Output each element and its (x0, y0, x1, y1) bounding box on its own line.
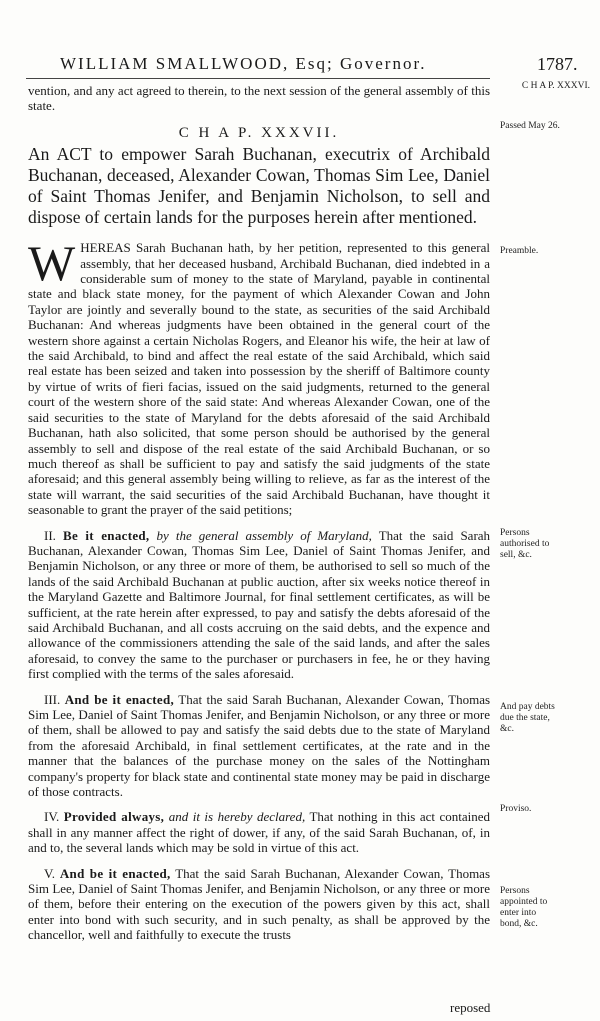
section-4-number: IV. (44, 809, 60, 825)
catchword: reposed (450, 1000, 491, 1015)
margin-note-chap-ref: C H A P. XXXVI. (521, 81, 590, 91)
section-3-enacting: And be it enacted, (64, 691, 175, 707)
section-5-body: That the said Sarah Buchanan, Alexander Cowan, Thomas Sim Lee, Daniel of Saint Thomas Jenifer, and Benjamin Nicholson, or any three or more of them, before their entering on the execution of the powers given by this act, shall enter into bond with such security, and in such penalty, as shall be approved by the chancellor, well and faithfully to execute the trusts (28, 865, 491, 943)
chapter-heading: C H A P. XXXVII. (178, 124, 340, 141)
carryover-paragraph: vention, and any act agreed to therein, to the next session of the general assembly of this state. (28, 83, 490, 114)
margin-note-section4: Proviso. (500, 804, 532, 814)
section-3 (28, 692, 490, 800)
running-head: WILLIAM SMALLWOOD, Esq; Governor. (60, 54, 427, 73)
margin-note-section3: And pay debts due the state, &c. (500, 702, 555, 734)
section-5-enacting: And be it enacted, (59, 865, 171, 881)
section-2-number: II. (44, 527, 56, 543)
section-5-number: V. (44, 865, 55, 881)
preamble-paragraph (28, 235, 490, 518)
margin-note-section2: Persons authorised to sell, &c. (500, 528, 550, 560)
margin-note-passed: Passed May 26. (500, 121, 560, 131)
page-number: 1787. (537, 54, 578, 74)
preamble-text: HEREAS Sarah Buchanan hath, by her petition, represented to this general assembly, that her deceased husband, Archibald Buchanan, died indebted in a considerable sum of money to the state of Maryland, payable in continental state and black state money, for the payment of which Alexander Cowan and John Taylor are jointly and severally bound to the state, as securities of the said Archibald Buchanan: And whereas judgments have been obtained in the general court of the western shore against a certain Nicholas Rogers, and Eleanor his wife, the heir at law of the said Archibald, to bind and affect the real estate of the said Archibald, which said real estate has been seized and taken into possession by the sheriff of Baltimore county by virtue of writs of fieri facias, issued on the said judgments, returned to the general court of the western shore of the said state: And whereas Alexander Cowan, one of the said securities to the state of Maryland for the debts aforesaid of the said Archibald Buchanan, hath also solicited, that some person should be authorised by the general assembly to sell and dispose of the real estate of the said Archibald Buchanan, or so much thereof as shall be sufficient to pay and satisfy the said judgments of the state aforesaid; and this general assembly being willing to relieve, as far as the interest of the state will warrant, the said securities of the said Archibald Buchanan, have thought it seasonable to grant the prayer of the said petitions; (28, 240, 490, 518)
section-3-body: That the said Sarah Buchanan, Alexander Cowan, Thomas Sim Lee, Daniel of Saint Thomas Jenifer, and Benjamin Nicholson, or any three or more of them, shall be allowed to pay and satisfy the said debts due to the state of Maryland from the aforesaid Archibald, in final settlement certificates, at the rate and in the manner that the balances of the purchase money on the sales of the Nottingham company's property for black state and continental state money may be paid in discharge of those contracts. (28, 691, 491, 800)
main-text-column (28, 83, 490, 943)
header-rule (26, 78, 490, 79)
section-4 (28, 809, 490, 855)
section-2 (28, 528, 490, 682)
margin-note-preamble: Preamble. (500, 246, 539, 256)
section-2-enacting: Be it enacted, (62, 527, 150, 543)
section-5 (28, 866, 490, 943)
section-2-enacting-italic: by the general assembly of Maryland, (156, 527, 372, 543)
section-4-body: That nothing in this act contained shall in any manner affect the right of dower, if any, of the said Sarah Buchanan, of, in and to, the several lands which may be sold in virtue of this act. (28, 809, 491, 856)
act-title: An ACT to empower Sarah Buchanan, executrix of Archibald Buchanan, deceased, Alexander Cowan, Thomas Sim Lee, Daniel of Saint Thomas Jenifer, and Benjamin Nicholson, to sell and dispose of certain lands for the purposes herein after mentioned. (28, 144, 490, 228)
section-3-number: III. (44, 691, 61, 707)
section-4-proviso: Provided always, (63, 809, 165, 825)
margin-note-section5: Persons appointed to enter into bond, &c. (500, 886, 548, 929)
section-4-proviso-italic: and it is hereby declared, (168, 809, 306, 825)
section-2-body: That the said Sarah Buchanan, Alexander Cowan, Thomas Sim Lee, Daniel of Saint Thomas Jenifer, and Benjamin Nicholson, or any three or more of them, be authorised to sell so much of the lands of the said Archibald Buchanan at public auction, after six weeks notice thereof in the Maryland Gazette and Baltimore Journal, for final settlement certificates, as will be sufficient, at the rate herein after expressed, to pay and satisfy the debts aforesaid of the said Archibald Buchanan, and all costs accruing on the said debts, and the expence and allowance of the commissioners attending the sale of the said lands, and after the sales aforesaid, to convey the same to the purchaser or purchasers in fee, he or they having first complied with the terms of the sales aforesaid. (28, 527, 491, 682)
drop-cap: W (28, 235, 76, 292)
